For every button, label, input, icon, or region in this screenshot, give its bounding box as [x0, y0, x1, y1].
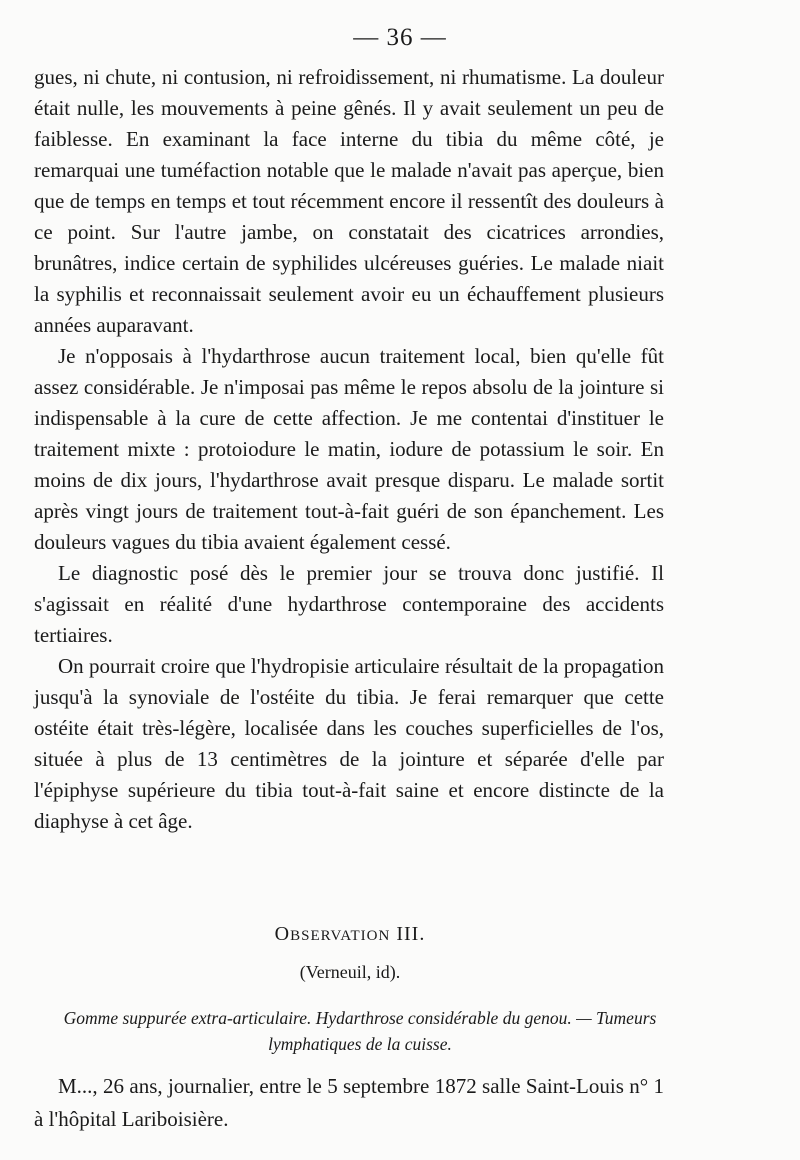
- body-text: [34, 62, 664, 837]
- observation-heading-rest: BSERVATION: [290, 928, 391, 944]
- paragraph-continuation: gues, ni chute, ni contusion, ni refroidissement, ni rhumatisme. La douleur était nulle, les mouvements à peine gênés. Il y avait seulement un peu de faiblesse. En examinant la face interne du tibia du même côté, je remarquai une tuméfaction notable que le malade n'avait pas aperçue, bien que de temps en temps et tout récemment encore il ressentît des douleurs à ce point. Sur l'autre jambe, on constatait des cicatrices arrondies, brunâtres, indice certain de syphilides ulcéreuses guéries. Le malade niait la syphilis et reconnaissait seulement avoir eu un échauffement plusieurs années auparavant.: [34, 65, 664, 337]
- page-number: — 36 —: [353, 24, 447, 51]
- observation-number: III.: [396, 923, 426, 945]
- paragraph-discussion: On pourrait croire que l'hydropisie articulaire résultait de la propagation jusqu'à la synoviale de l'ostéite du tibia. Je ferai remarquer que cette ostéite était très-légère, localisée dans les couches superficielles de l'os, située à plus de 13 centimètres de la jointure et séparée d'elle par l'épiphyse supérieure du tibia tout-à-fait saine et encore distincte de la diaphyse à cet âge.: [34, 654, 664, 833]
- observation-heading: [0, 923, 700, 946]
- paragraph-diagnosis: Le diagnostic posé dès le premier jour se trouva donc justifié. Il s'agissait en réalité d'une hydarthrose contemporaine des accidents tertiaires.: [34, 561, 664, 647]
- observation-source: (Verneuil, id).: [299, 962, 401, 982]
- observation-abstract: Gomme suppurée extra-articulaire. Hydarthrose considérable du genou. — Tumeurs lymphatiques de la cuisse.: [63, 1008, 657, 1054]
- case-text: [34, 1070, 664, 1136]
- case-paragraph: M..., 26 ans, journalier, entre le 5 septembre 1872 salle Saint-Louis n° 1 à l'hôpital Lariboisière.: [34, 1074, 664, 1131]
- paragraph-treatment: Je n'opposais à l'hydarthrose aucun traitement local, bien qu'elle fût assez considérable. Je n'imposai pas même le repos absolu de la jointure si indispensable à la cure de cette affection. Je me contentai d'instituer le traitement mixte : protoiodure le matin, iodure de potassium le soir. En moins de dix jours, l'hydarthrose avait presque disparu. Le malade sortit après vingt jours de traitement tout-à-fait guéri de son épanchement. Les douleurs vagues du tibia avaient également cessé.: [34, 344, 664, 554]
- observation-heading-initial: O: [274, 923, 291, 945]
